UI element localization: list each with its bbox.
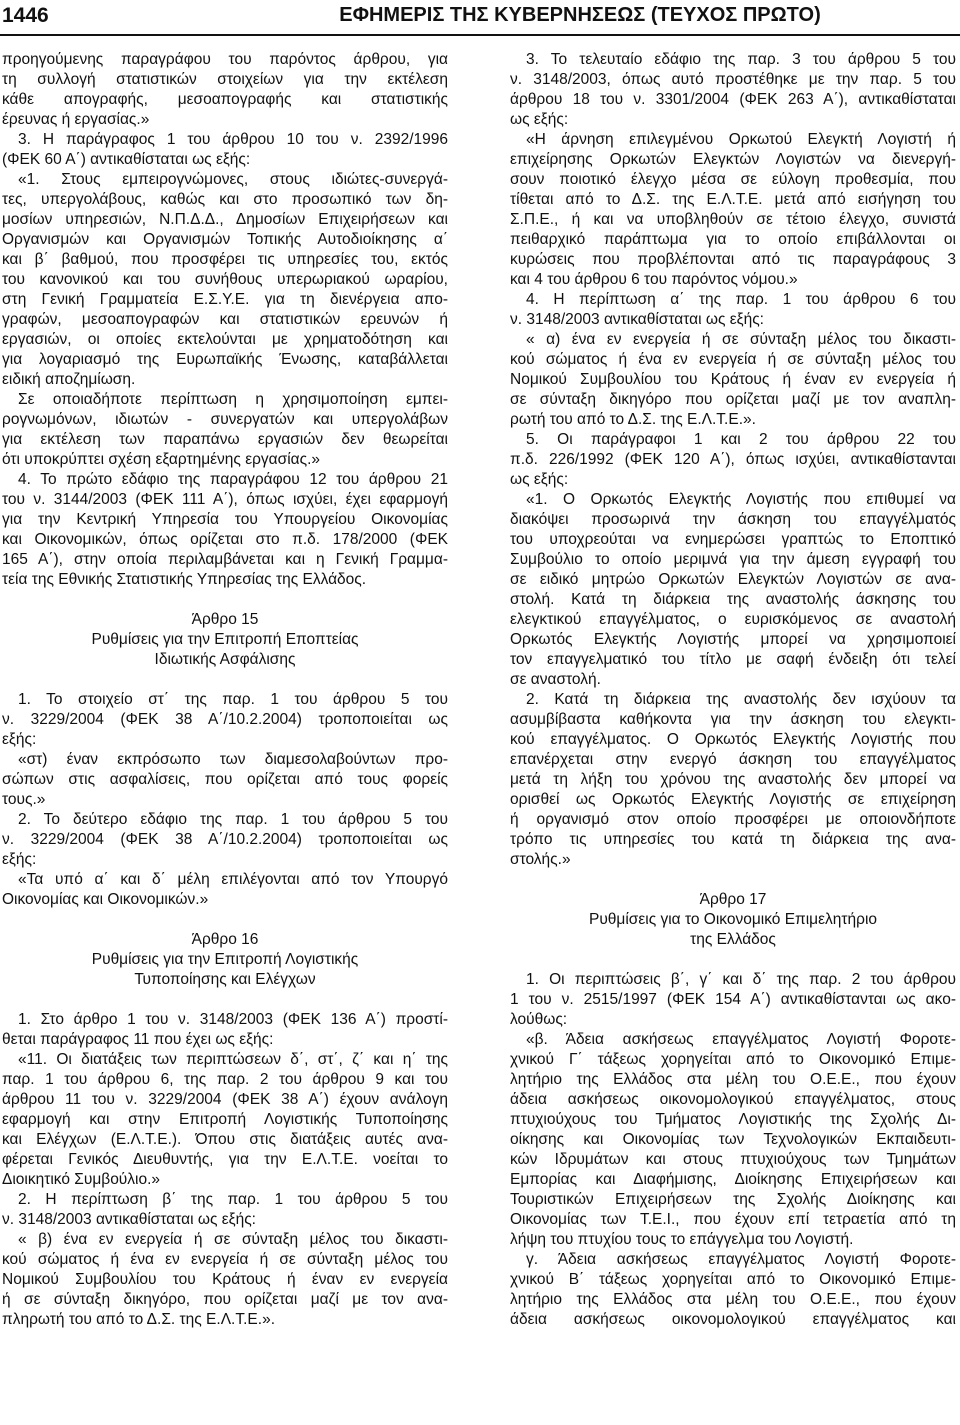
text-line: Νομικού Συμβουλίου του Κράτους ή έναν εν ενεργεία [2,1271,448,1288]
text-line: σουν ποιοτικό έλεγχο μέσα σε εύλογη προθεσμία, που [510,171,956,188]
text-line: επιχείρησης Ορκωτών Ελεγκτών Λογιστών να διενεργή- [510,151,956,168]
text-line: ν. 3229/2004 (ΦΕΚ 38 Α΄/10.2.2004) τροποποιείται ως [2,711,448,728]
text-line: του κανονικού και του συνήθους υπερωριακού ωραρίου, [2,271,448,288]
text-line: 5. Οι παράγραφοι 1 και 2 του άρθρου 22 του [526,431,956,448]
text-line: κών Ιδρυμάτων και στους πτυχιούχους των Τμημάτων [510,1151,956,1168]
text-line: επανέρχεται στην ενεργό άσκηση του επαγγέλματος [510,751,956,768]
text-line: «11. Οι διατάξεις των περιπτώσεων δ΄, στ΄, ζ΄ και η΄ της [18,1051,448,1068]
text-line: άρθρου 11 του ν. 3229/2004 (ΦΕΚ 38 Α΄) έχουν ανάλογη [2,1091,448,1108]
text-line: 3. Το τελευταίο εδάφιο της παρ. 3 του άρθρου 5 του [526,51,956,68]
text-line: ειδική αποζημίωση. [2,371,136,388]
text-line: (ΦΕΚ 60 Α΄) αντικαθίσταται ως εξής: [2,151,251,168]
spacer [510,950,956,970]
text-line: ν. 3148/2003 αντικαθίσταται ως εξής: [510,311,764,328]
text-line: εφαρμογή και στην Επιτροπή Λογιστικής Τυποποίησης [2,1111,448,1128]
text-line: και 4 του άρθρου 6 του παρόντος νόμου.» [510,271,798,288]
text-line: ότι υποκρύπτει σχέση εξαρτημένης εργασίας.» [2,451,320,468]
text-line: σε σύνταξη δικηγόρο που ορίζεται μαζί με τον αναπλη- [510,391,956,408]
text-line: 1 του ν. 2515/1997 (ΦΕΚ 154 Α΄) αντικαθίστανται ως ακο- [510,991,956,1008]
text-line: λητήριο της Ελλάδος στα μέλη του Ο.Ε.Ε., που έχουν [510,1291,956,1308]
text-line: λούθως: [510,1011,568,1028]
text-line: προηγούμενης παραγράφου του παρόντος άρθρου, για [2,51,448,68]
text-line: πειθαρχικό παράπτωμα για το οποίο επιβάλλονται οι [510,231,956,248]
text-line: άδεια ασκήσεως οικονομολογικού επαγγέλματος, στους [510,1091,956,1108]
text-line: ν. 3148/2003, όπως αυτό προστέθηκε με την παρ. 5 του [510,71,956,88]
gazette-title: ΕΦΗΜΕΡΙΣ ΤΗΣ ΚΥΒΕΡΝΗΣΕΩΣ (ΤΕΥΧΟΣ ΠΡΩΤΟ) [339,4,821,26]
text-line: 165 Α΄), στην οποία περιλαμβάνεται και η Γενική Γραμμα- [2,551,448,568]
text-line: λήψη του πτυχίου τους το επάγγελμα του Λογιστή. [510,1231,854,1248]
text-line: εξής: [2,851,37,868]
text-line: για εκτέλεση των παραπάνω εργασιών δεν θεωρείται [2,431,448,448]
text-line: «1. Στους εμπειρογνώμονες, στους ιδιώτες-συνεργά- [18,171,448,188]
spacer [2,590,448,610]
text-line: τες, υπεργολάβους, καθώς και στο προσωπικό των δη- [2,191,448,208]
text-line: τη συλλογή στατιστικών στοιχείων για την εκτέλεση [2,71,448,88]
text-line: ρογνωμόνων, ιδιωτών - συνεργατών και υπεργολάβων [2,411,448,428]
text-line: 2. Η περίπτωση β΄ της παρ. 1 του άρθρου 5 του [18,1191,448,1208]
text-line: οίκησης και Οικονομίας των Τεχνολογικών Εκπαιδευτι- [510,1131,956,1148]
text-line: και Οικονομικών, όπως ορίζεται στο π.δ. 178/2000 (ΦΕΚ [2,531,448,548]
header-rule [0,34,960,36]
text-line: τίθεται από το Δ.Σ. της Ε.Λ.Τ.Ε. μετά από εισήγηση του [510,191,956,208]
text-line: Συμβούλιο το οποίο μεριμνά για την άμεση εγγραφή του [510,551,956,568]
spacer [510,870,956,890]
text-line: σε ειδικό μητρώο Ορκωτών Ελεγκτών Λογιστών σε ανα- [510,571,956,588]
text-line: ορισθεί ως Ορκωτός Ελεγκτής Λογιστής σε επιχείρηση [510,791,956,808]
text-line: εξής: [2,731,37,748]
page-header [0,0,960,38]
text-line: στολής.» [510,851,571,868]
text-line: κού σώματος ή ένα εν ενεργεία ή σε σύνταξη μέλος του [2,1251,448,1268]
text-line: άδεια ασκήσεως οικονομολογικού επαγγέλματος και [510,1311,956,1328]
text-line: γραφών, μεσοαπογραφών και στατιστικών ερευνών ή [2,311,448,328]
text-line: διακόψει προσωρινά την άσκηση του επαγγέλματός [510,511,956,528]
text-line: και Ελέγχων (Ε.Λ.Τ.Ε.). Όπου στις διατάξεις αυτές ανα- [2,1131,448,1148]
article-heading-line: Άρθρο 15 [191,611,259,628]
text-line: Διοικητικό Συμβούλιο.» [2,1171,161,1188]
text-line: τους.» [2,791,46,808]
text-line: του υποχρεούται να ενημερώσει γραπτώς το Εποπτικό [510,531,956,548]
text-line: σώπων στις ασφαλίσεις, που ορίζεται από τους φορείς [2,771,448,788]
right-column [510,50,956,1330]
text-line: εργασιών, οι οποίες εκτελούνται με χρηματοδότηση και [2,331,448,348]
spacer [2,910,448,930]
text-line: Σ.Π.Ε., ή και να υποβληθούν σε τέτοιο έλεγχο, συνιστά [510,211,956,228]
text-line: «1. Ο Ορκωτός Ελεγκτής Λογιστής που επιθυμεί να [526,491,956,508]
text-line: ν. 3148/2003 αντικαθίσταται ως εξής: [2,1211,256,1228]
spacer [2,990,448,1010]
text-line: και β΄ βαθμού, που προσφέρει τις υπηρεσίες του, εκτός [2,251,448,268]
text-line: Οργανισμών και Οργανισμών Τοπικής Αυτοδιοίκησης α΄ [2,231,448,248]
text-line: 2. Το δεύτερο εδάφιο της παρ. 1 του άρθρου 5 του [18,811,448,828]
text-line: μετά τη λήξη του χρόνου της αναστολής δεν μπορεί να [510,771,956,788]
article-heading-line: Τυποποίησης και Ελέγχων [134,971,316,988]
text-line: στη Γενική Γραμματεία Ε.Σ.Υ.Ε. για τη διενέργεια απο- [2,291,448,308]
text-line: χνικού Γ΄ τάξεως χορηγείται από το Οικονομικό Επιμε- [510,1051,956,1068]
text-line: π.δ. 226/1992 (ΦΕΚ 120 Α΄), όπως ισχύει, αντικαθίστανται [510,451,956,468]
text-line: Σε οποιαδήποτε περίπτωση η χρησιμοποίηση εμπει- [18,391,448,408]
text-line: ή οργανισμό στον οποίο προσφέρει με οποιονδήποτε [510,811,956,828]
text-line: ν. 3229/2004 (ΦΕΚ 38 Α΄/10.2.2004) τροποποιείται ως [2,831,448,848]
text-line: 4. Το πρώτο εδάφιο της παραγράφου 12 του άρθρου 21 [18,471,448,488]
article-heading-line: Ρυθμίσεις για την Επιτροπή Εποπτείας [91,631,359,648]
text-line: Οικονομίας και Οικονομικών.» [2,891,209,908]
text-line: « α) ένα εν ενεργεία ή σε σύνταξη μέλος του δικαστι- [526,331,956,348]
text-line: παρ. 1 του άρθρου 6, της παρ. 2 του άρθρου 9 και του [2,1071,448,1088]
text-line: για λογαριασμό της Ευρωπαϊκής Ένωσης, καταβάλλεται [2,351,448,368]
text-line: κού επαγγέλματος. Ο Ορκωτός Ελεγκτής Λογιστής που [510,731,956,748]
text-line: άρθρου 18 του ν. 3301/2004 (ΦΕΚ 263 Α΄), αντικαθίσταται [510,91,956,108]
page-number: 1446 [2,4,49,27]
text-line: γ. Άδεια ασκήσεως επαγγέλματος Λογιστή Φοροτε- [526,1251,956,1268]
text-line: τρόπο τις υπηρεσίες του κατά τη διάρκεια της ανα- [510,831,956,848]
text-line: λητήριο της Ελλάδος στα μέλη του Ο.Ε.Ε., που έχουν [510,1071,956,1088]
text-line: ως εξής: [510,471,569,488]
text-line: για την Κεντρική Υπηρεσία του Υπουργείου Οικονομίας [2,511,448,528]
text-line: 1. Στο άρθρο 1 του ν. 3148/2003 (ΦΕΚ 136 Α΄) προστί- [18,1011,448,1028]
text-line: κυρώσεις που προβλέπονται από τις παραγράφους 3 [510,251,956,268]
text-line: «Η άρνηση επιλεγμένου Ορκωτού Ελεγκτή Λογιστή ή [526,131,956,148]
text-line: Ορκωτός Ελεγκτής Λογιστής μπορεί να χρησιμοποιεί [510,631,956,648]
text-line: ή σε σύνταξη δικηγόρο, που ορίζεται μαζί με τον ανα- [2,1291,448,1308]
text-line: θεται παράγραφος 11 που έχει ως εξής: [2,1031,274,1048]
text-line: Νομικού Συμβουλίου του Κράτους ή έναν εν ενεργεία ή [510,371,956,388]
spacer [2,670,448,690]
text-line: Οικονομίας των Τ.Ε.Ι., που έχουν επί τετραετία από τη [510,1211,956,1228]
article-heading-line: Άρθρο 16 [191,931,259,948]
text-line: στολή. Κατά τη διάρκεια της αναστολής άσκησης του [510,591,956,608]
text-line: ασυμβίβαστα καθήκοντα για την άσκηση του ελεγκτι- [510,711,956,728]
text-line: του ν. 3144/2003 (ΦΕΚ 111 Α΄), όπως ισχύει, έχει εφαρμογή [2,491,448,508]
text-line: « β) ένα εν ενεργεία ή σε σύνταξη μέλος του δικαστι- [18,1231,448,1248]
article-heading-line: της Ελλάδος [690,931,776,948]
text-line: Τουριστικών Επιχειρήσεων της Σχολής Διοίκησης και [510,1191,956,1208]
text-line: 4. Η περίπτωση α΄ της παρ. 1 του άρθρου 6 του [526,291,956,308]
text-line: «στ) έναν εκπρόσωπο των διαμεσολαβούντων προ- [18,751,448,768]
text-line: ως εξής: [510,111,569,128]
text-line: 2. Κατά τη διάρκεια της αναστολής δεν ισχύουν τα [526,691,956,708]
article-heading-line: Ρυθμίσεις για την Επιτροπή Λογιστικής [91,951,359,968]
text-line: 1. Το στοιχείο στ΄ της παρ. 1 του άρθρου 5 του [18,691,448,708]
article-heading-line: Ρυθμίσεις για το Οικονομικό Επιμελητήριο [588,911,878,928]
text-line: 3. Η παράγραφος 1 του άρθρου 10 του ν. 2392/1996 [18,131,448,148]
text-line: ελεγκτικού επαγγέλματος, ο ευρισκόμενος σε αναστολή [510,611,956,628]
text-line: φέρεται Γενικός Διευθυντής, για την Ε.Λ.Τ.Ε. νοείται το [2,1151,448,1168]
text-line: χνικού Β΄ τάξεως χορηγείται από το Οικονομικό Επιμε- [510,1271,956,1288]
text-line: μοσίων υπηρεσιών, Ν.Π.Δ.Δ., Δημοσίων Επιχειρήσεων και [2,211,448,228]
text-line: έρευνας ή εργασίας.» [2,111,150,128]
text-line: κάθε απογραφής, μεσοαπογραφής και στατιστικής [2,91,448,108]
text-line: «Τα υπό α΄ και δ΄ μέλη επιλέγονται από τον Υπουργό [18,871,448,888]
text-line: Εμπορίας και Διαφήμισης, Διοίκησης Επιχειρήσεων και [510,1171,956,1188]
article-heading-line: Ιδιωτικής Ασφάλισης [154,651,296,668]
text-line: κού σώματος ή ένα εν ενεργεία ή σε σύνταξη μέλος του [510,351,956,368]
article-heading-line: Άρθρο 17 [699,891,767,908]
text-line: ρωτή του από το Δ.Σ. της Ε.Λ.Τ.Ε.». [510,411,756,428]
text-line: 1. Οι περιπτώσεις β΄, γ΄ και δ΄ της παρ. 2 του άρθρου [526,971,956,988]
text-line: πληρωτή του από το Δ.Σ. της Ε.Λ.Τ.Ε.». [2,1311,275,1328]
text-line: τον επαγγελματικό του τίτλο με σαφή ένδειξη ότι τελεί [510,651,956,668]
text-line: σε αναστολή. [510,671,601,688]
text-line: τεία της Εθνικής Στατιστικής Υπηρεσίας της Ελλάδος. [2,571,367,588]
text-line: πτυχιούχους του Τμήματος Λογιστικής της Σχολής Δι- [510,1111,956,1128]
left-column [2,50,448,1330]
text-line: «β. Άδεια ασκήσεως επαγγέλματος Λογιστή Φοροτε- [526,1031,956,1048]
